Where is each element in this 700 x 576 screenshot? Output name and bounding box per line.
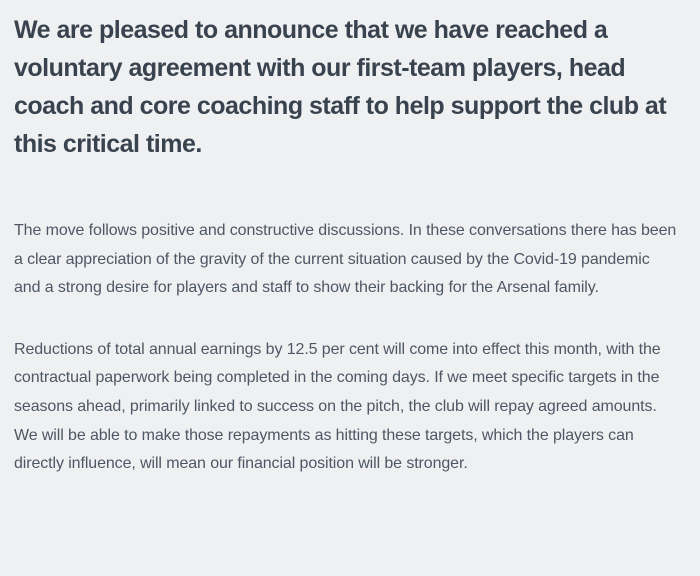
article-headline: We are pleased to announce that we have reached a voluntary agreement with our first-team players, head coach and core coaching staff to help support the club at this critical time. xyxy=(14,16,667,158)
article-paragraph: Reductions of total annual earnings by 12.5 per cent will come into effect this month, with the contractual paperwork being completed in the coming days. If we meet specific targets in the seasons ahead, primarily linked to success on the pitch, the club will repay agreed amounts. We will be able to make those repayments as hitting these targets, which the players can directly influence, will mean our financial position will be stronger. xyxy=(14,340,661,473)
article-paragraph: The move follows positive and constructive discussions. In these conversations there has been a clear appreciation of the gravity of the current situation caused by the Covid-19 pandemic and a strong desire for players and staff to show their backing for the Arsenal family. xyxy=(14,222,677,297)
article-body xyxy=(14,217,678,479)
